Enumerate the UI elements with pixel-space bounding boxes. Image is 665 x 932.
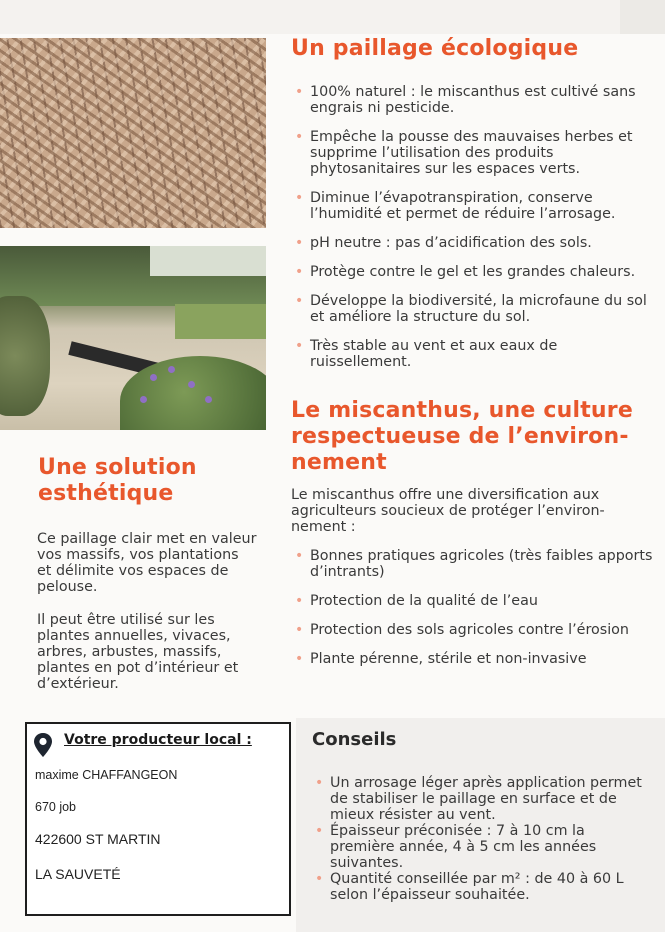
producer-address: 670 job xyxy=(35,800,77,814)
photo-flower xyxy=(188,381,195,388)
list-item: • Développe la biodiversité, la microfaune du sol et améliore la structure du sol. xyxy=(295,293,647,325)
eco-title: Un paillage écologique xyxy=(291,36,579,61)
culture-list xyxy=(293,548,658,680)
bullet-icon: • xyxy=(295,651,304,667)
list-item: • Diminue l’évapotranspiration, conserve l’humidité et permet de réduire l’arrosage. xyxy=(295,190,616,222)
list-item: • pH neutre : pas d’acidification des sols. xyxy=(295,235,592,251)
list-item: • Empêche la pousse des mauvaises herbes et supprime l’utilisation des produits phytosanitaires sur les espaces verts. xyxy=(295,129,633,177)
eco-list xyxy=(293,84,653,383)
map-pin-icon xyxy=(33,732,53,758)
list-item: • Épaisseur préconisée : 7 à 10 cm la première année, 4 à 5 cm les années suivantes. xyxy=(315,823,597,871)
producer-name: maxime CHAFFANGEON xyxy=(35,768,178,782)
photo-lawn xyxy=(175,304,266,339)
bullet-icon: • xyxy=(295,84,304,100)
top-band xyxy=(0,0,665,34)
producer-box xyxy=(25,722,291,916)
solution-paragraph-2: Il peut être utilisé sur les plantes annuelles, vivaces, arbres, arbustes, massifs, plantes en pot d’intérieur et d’extérieur. xyxy=(37,612,239,692)
photo-sky xyxy=(150,246,266,276)
list-item: • Bonnes pratiques agricoles (très faibles apports d’intrants) xyxy=(295,548,653,580)
photo-shrub-left xyxy=(0,296,50,416)
list-item: • Quantité conseillée par m² : de 40 à 60 L selon l’épaisseur souhaitée. xyxy=(315,871,624,903)
bullet-icon: • xyxy=(295,338,304,354)
conseils-title: Conseils xyxy=(312,729,397,750)
top-right-strip xyxy=(620,0,665,34)
bullet-icon: • xyxy=(295,593,304,609)
bullet-icon: • xyxy=(295,548,304,564)
photo-flower xyxy=(150,374,157,381)
list-item: • Plante pérenne, stérile et non-invasive xyxy=(295,651,587,667)
bullet-icon: • xyxy=(295,264,304,280)
garden-path-photo xyxy=(0,246,266,430)
list-item: • 100% naturel : le miscanthus est cultivé sans engrais ni pesticide. xyxy=(295,84,636,116)
list-item: • Protection de la qualité de l’eau xyxy=(295,593,538,609)
solution-title: Une solution esthétique xyxy=(38,455,197,506)
photo-flower xyxy=(205,396,212,403)
culture-intro: Le miscanthus offre une diversification aux agriculteurs soucieux de protéger l’environ-nement : xyxy=(291,487,605,535)
photo-flower xyxy=(140,396,147,403)
conseils-list xyxy=(313,775,653,903)
list-item: • Un arrosage léger après application permet de stabiliser le paillage en surface et de mieux résister au vent. xyxy=(315,775,642,823)
bullet-icon: • xyxy=(295,235,304,251)
wood-chips-photo xyxy=(0,38,266,228)
bullet-icon: • xyxy=(295,129,304,145)
producer-town: LA SAUVETÉ xyxy=(35,866,121,882)
producer-city: 422600 ST MARTIN xyxy=(35,831,161,847)
bullet-icon: • xyxy=(315,871,324,887)
list-item: • Protection des sols agricoles contre l’érosion xyxy=(295,622,629,638)
bullet-icon: • xyxy=(315,775,324,791)
list-item: • Protège contre le gel et les grandes chaleurs. xyxy=(295,264,636,280)
bullet-icon: • xyxy=(295,190,304,206)
bullet-icon: • xyxy=(295,622,304,638)
bullet-icon: • xyxy=(315,823,324,839)
culture-title: Le miscanthus, une culture respectueuse de l’environ-nement xyxy=(291,398,633,475)
solution-paragraph-1: Ce paillage clair met en valeur vos massifs, vos plantations et délimite vos espaces de pelouse. xyxy=(37,531,257,595)
bullet-icon: • xyxy=(295,293,304,309)
producer-title: Votre producteur local : xyxy=(64,732,252,748)
photo-flower xyxy=(168,366,175,373)
list-item: • Très stable au vent et aux eaux de ruissellement. xyxy=(295,338,558,370)
